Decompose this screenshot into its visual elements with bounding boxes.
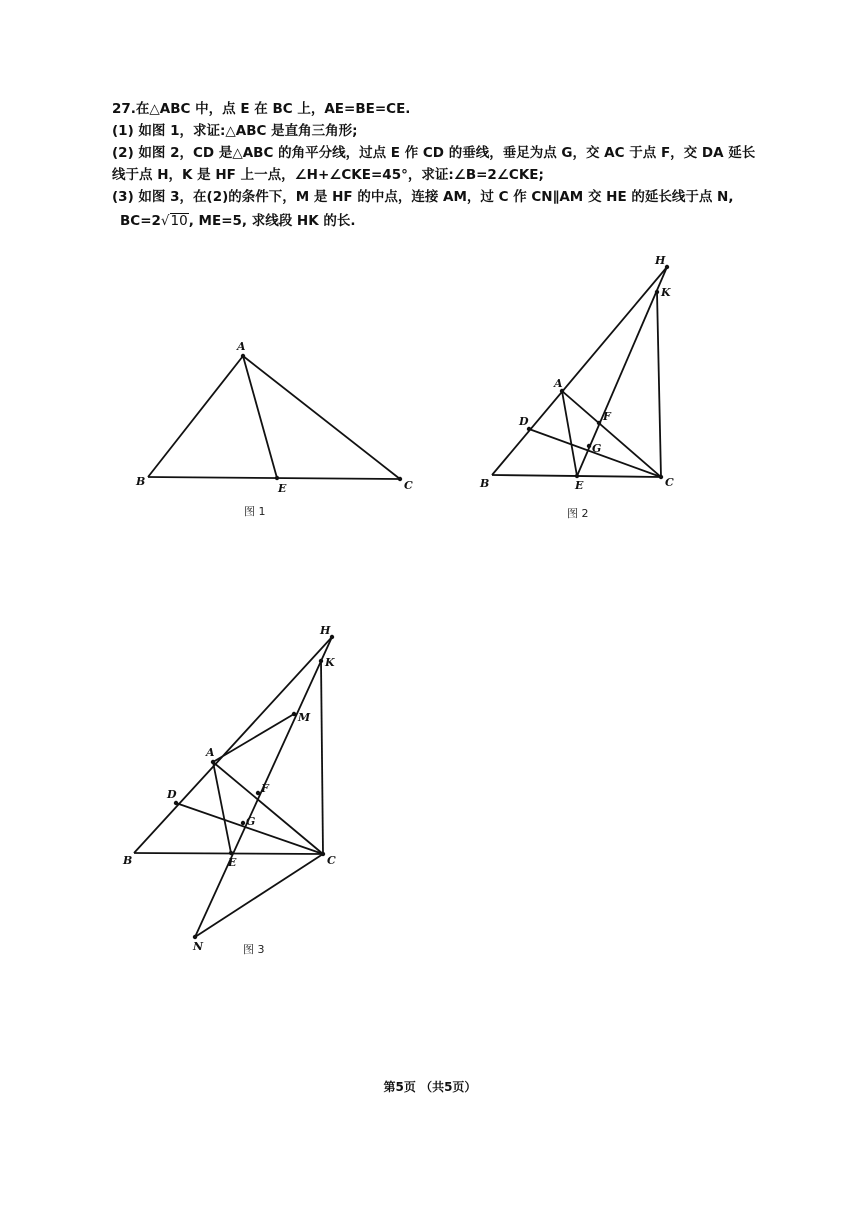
label-a: A [206, 746, 215, 759]
label-b: B [480, 477, 490, 490]
label-a: A [554, 377, 563, 390]
label-b: B [123, 854, 133, 867]
point-a [211, 760, 215, 764]
point-c [321, 852, 325, 856]
label-h: H [320, 624, 331, 637]
segment-dc [176, 803, 323, 854]
label-g: G [246, 815, 256, 828]
point-f [256, 791, 260, 795]
figure-1-caption: 图 1 [244, 505, 266, 518]
point-k [319, 659, 323, 663]
sqrt-symbol: √ [160, 213, 170, 229]
label-c: C [327, 854, 336, 867]
point-e [229, 851, 233, 855]
label-a: A [237, 340, 246, 353]
problem-part-2-line-2: 线于点 H，K 是 HF 上一点，∠H+∠CKE=45°，求证:∠B=2∠CKE; [112, 167, 544, 183]
point-h [330, 635, 334, 639]
problem-part-1: (1) 如图 1，求证:△ABC 是直角三角形; [112, 123, 358, 139]
label-e: E [278, 482, 287, 495]
bc-length-suffix: , ME=5, 求线段 HK 的长. [188, 213, 356, 229]
point-g [241, 821, 245, 825]
label-d: D [167, 788, 177, 801]
label-b: B [136, 475, 146, 488]
page-footer: 第5页 （共5页） [383, 1080, 477, 1094]
label-m: M [298, 711, 311, 724]
figure-3-caption: 图 3 [243, 943, 265, 956]
problem-part-2-line-1: (2) 如图 2，CD 是△ABC 的角平分线，过点 E 作 CD 的垂线，垂足为点 G，交 AC 于点 F，交 DA 延长 [112, 145, 756, 161]
bc-length-prefix: BC=2 [120, 213, 161, 229]
label-k: K [661, 286, 671, 299]
label-d: D [519, 415, 529, 428]
label-e: E [228, 856, 237, 869]
label-g: G [592, 442, 602, 455]
point-m [292, 712, 296, 716]
problem-header: 27.在△ABC 中，点 E 在 BC 上，AE=BE=CE. [112, 101, 411, 117]
sqrt-radicand: 10 [170, 213, 188, 229]
label-f: F [603, 410, 611, 423]
segment-am [213, 714, 294, 762]
point-n [193, 935, 197, 939]
label-c: C [404, 479, 413, 492]
segment-kc [321, 661, 323, 854]
label-k: K [325, 656, 335, 669]
label-n: N [193, 940, 204, 953]
label-c: C [665, 476, 674, 489]
label-e: E [575, 479, 584, 492]
segment-bh [134, 637, 332, 853]
point-d [174, 801, 178, 805]
problem-part-3-line-1: (3) 如图 3，在(2)的条件下，M 是 HF 的中点，连接 AM，过 C 作 CN∥AM 交 HE 的延长线于点 N, [112, 189, 734, 205]
label-f: F [261, 782, 269, 795]
label-h: H [655, 254, 666, 267]
figure-2-caption: 图 2 [567, 507, 589, 520]
segment-bc [134, 853, 323, 854]
